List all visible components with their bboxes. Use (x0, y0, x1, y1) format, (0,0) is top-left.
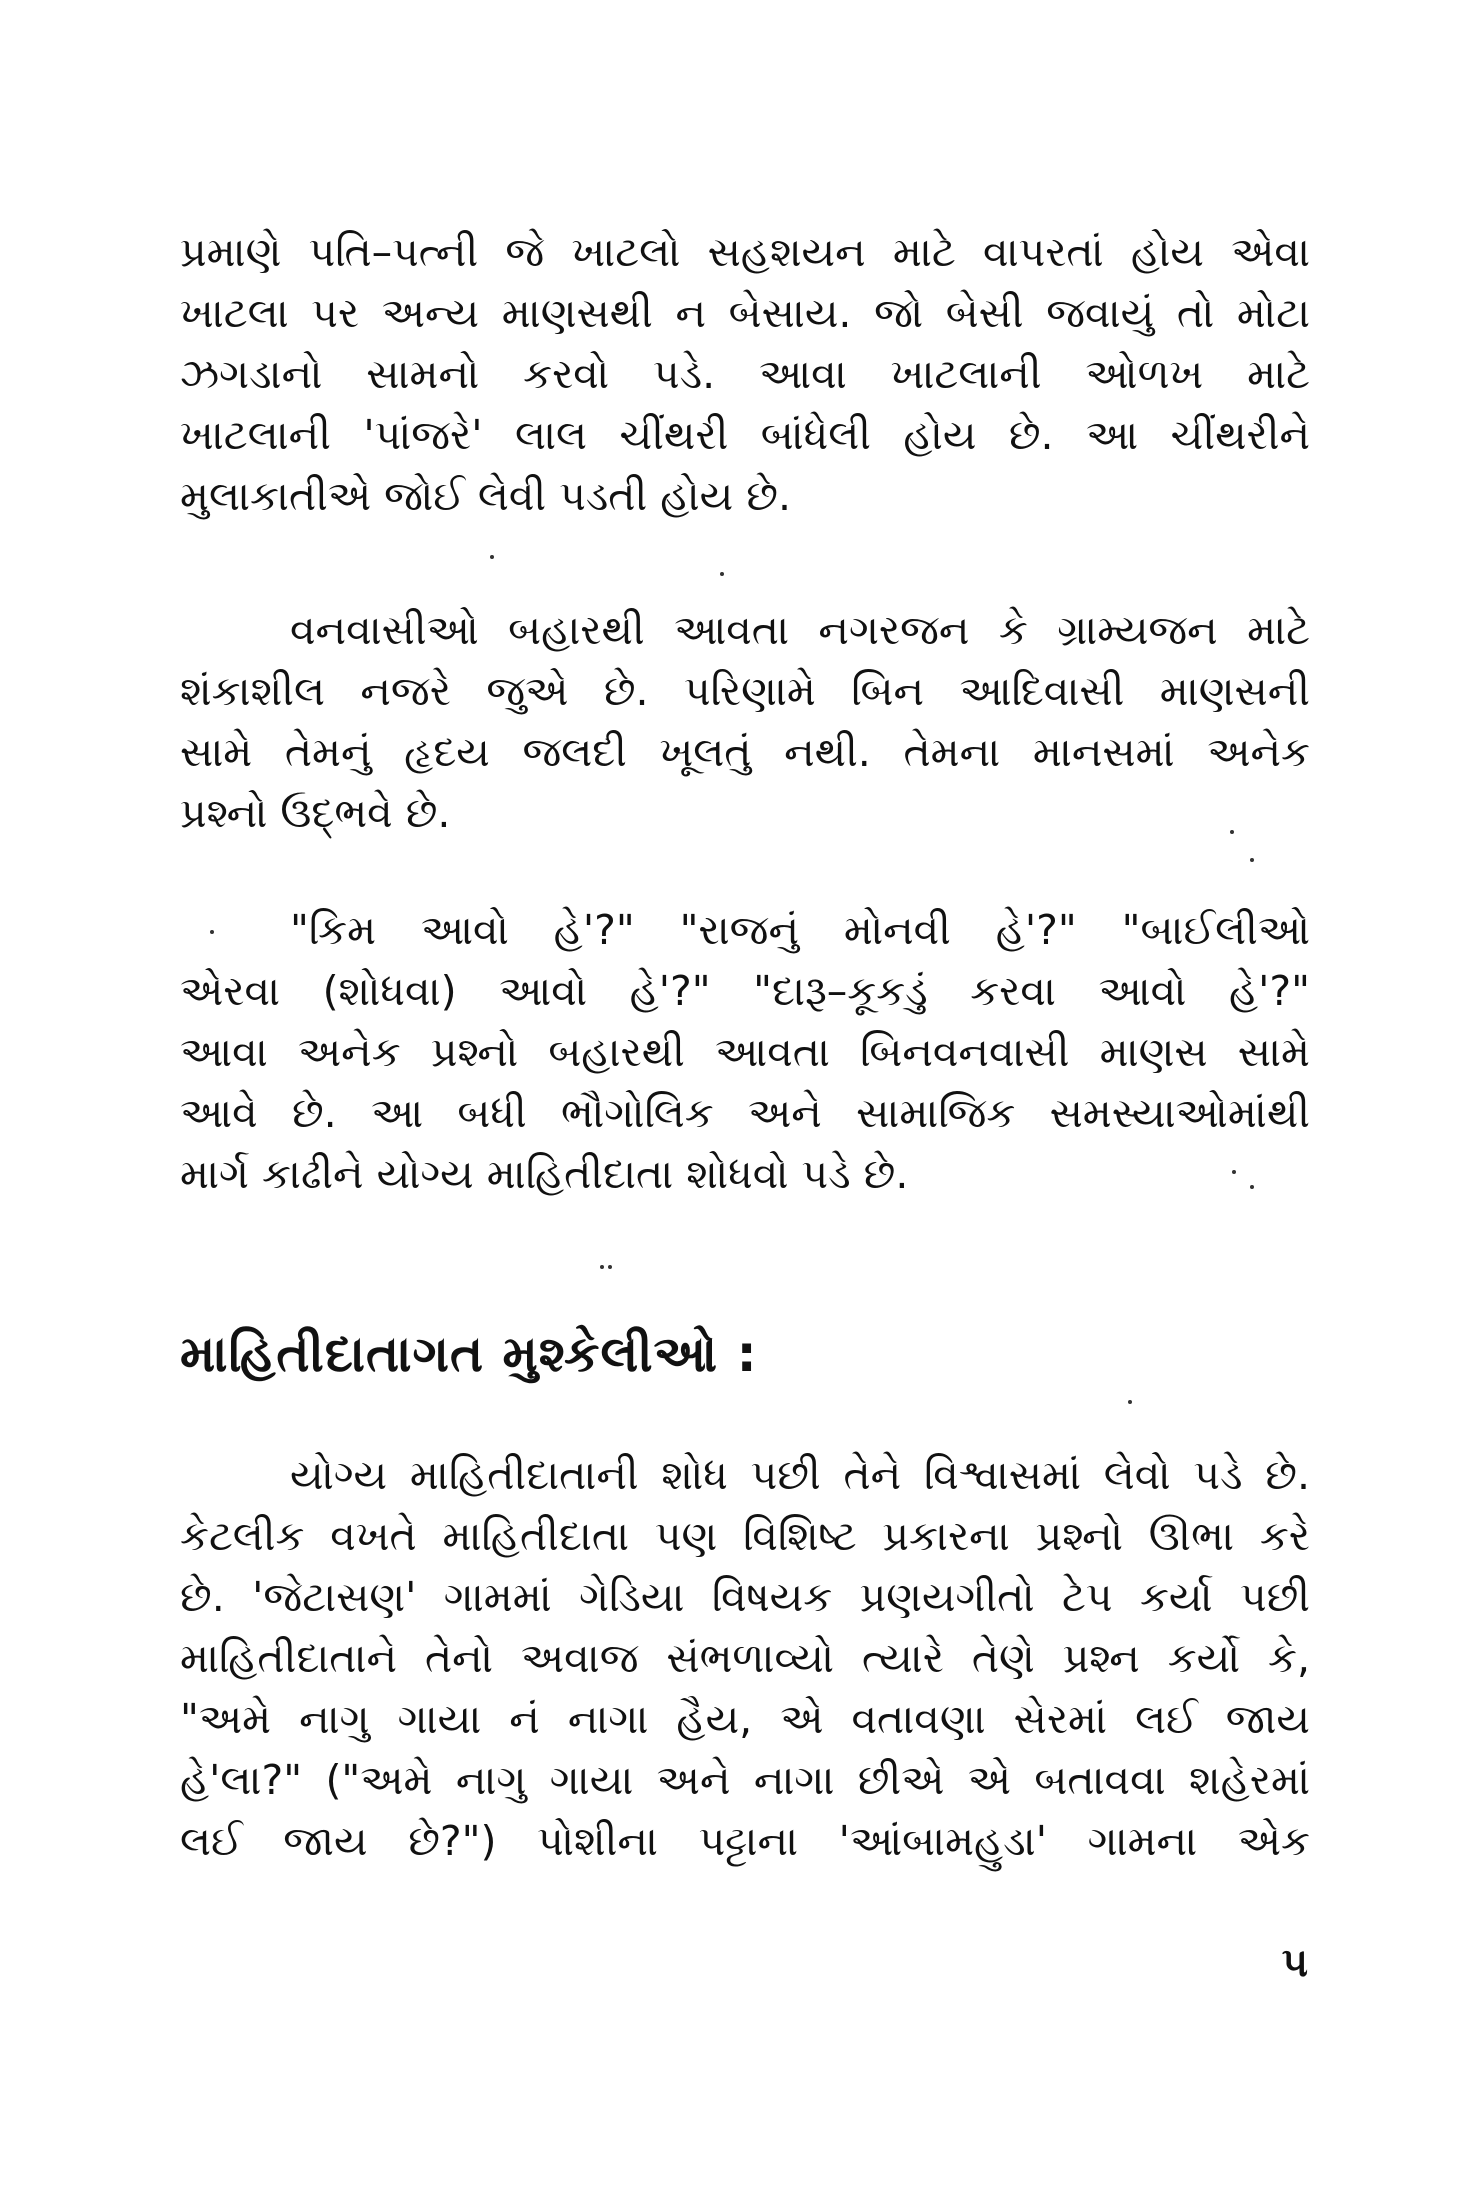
text-line: માહિતીદાતાને તેનો અવાજ સંભળાવ્યો ત્યારે તેણે પ્રશ્ન કર્યો કે, (180, 1634, 1310, 1682)
text-line: ઝગડાનો સામનો કરવો પડે. આવા ખાટલાની ઓળખ માટે (180, 350, 1310, 398)
text-line: યોગ્ય માહિતીદાતાની શોધ પછી તેને વિશ્વાસમાં લેવો પડે છે. (290, 1451, 1310, 1499)
text-line: સામે તેમનું હૃદય જલદી ખૂલતું નથી. તેમના માનસમાં અનેક (180, 728, 1310, 776)
scan-speck (1250, 1185, 1254, 1189)
text-line: શંકાશીલ નજરે જુએ છે. પરિણામે બિન આદિવાસી માણસની (180, 667, 1310, 715)
text-line: માર્ગ કાઢીને યોગ્ય માહિતીદાતા શોધવો પડે છે. (180, 1150, 909, 1198)
text-line: છે. 'જેટાસણ' ગામમાં ગેડિયા વિષયક પ્રણયગીતો ટેપ કર્યા પછી (180, 1573, 1310, 1621)
paragraph-4 (180, 1445, 1310, 1872)
text-line: ખાટલાની 'પાંજરે' લાલ ચીંથરી બાંધેલી હોય છે. આ ચીંથરીને (180, 411, 1310, 459)
text-line: આવા અનેક પ્રશ્નો બહારથી આવતા બિનવનવાસી માણસ સામે (180, 1028, 1310, 1076)
text-line: હે'લા?" ("અમે નાગુ ગાયા અને નાગા છીએ એ બતાવવા શહેરમાં (180, 1756, 1310, 1804)
scan-speck (600, 1265, 604, 1269)
text-line: "અમે નાગુ ગાયા નં નાગા હૈય, એ વતાવણા સેરમાં લઈ જાય (180, 1695, 1310, 1743)
text-line: ખાટલા પર અન્ય માણસથી ન બેસાય. જો બેસી જવાયું તો મોટા (180, 289, 1310, 337)
scan-speck (210, 930, 214, 934)
text-line: આવે છે. આ બધી ભૌગોલિક અને સામાજિક સમસ્યાઓમાંથી (180, 1089, 1310, 1137)
text-line: મુલાકાતીએ જોઈ લેવી પડતી હોય છે. (180, 472, 791, 520)
text-line: એરવા (શોધવા) આવો હે'?" "દારૂ–કૂકડું કરવા આવો હે'?" (180, 967, 1310, 1015)
scan-speck (720, 572, 724, 576)
text-line: "કિમ આવો હે'?" "રાજનું મોનવી હે'?" "બાઈલીઓ (290, 906, 1310, 954)
scan-speck (490, 555, 494, 559)
scan-speck (608, 1265, 612, 1269)
paragraph-2 (180, 600, 1310, 844)
text-line: લઈ જાય છે?") પોશીના પટ્ટાના 'આંબામહુડા' ગામના એક (180, 1817, 1310, 1865)
page-number: ૫ (1281, 1940, 1308, 1986)
text-line: પ્રશ્નો ઉદ્ભવે છે. (180, 789, 451, 837)
text-line: કેટલીક વખતે માહિતીદાતા પણ વિશિષ્ટ પ્રકારના પ્રશ્નો ઊભા કરે (180, 1512, 1310, 1560)
scan-speck (1230, 830, 1234, 834)
paragraph-1 (180, 222, 1310, 527)
scan-speck (1250, 858, 1254, 862)
text-line: પ્રમાણે પતિ–પત્ની જે ખાટલો સહશયન માટે વાપરતાં હોય એવા (180, 228, 1310, 276)
paragraph-3 (180, 900, 1310, 1205)
section-heading: માહિતીદાતાગત મુશ્કેલીઓ : (180, 1325, 758, 1383)
scan-speck (1128, 1400, 1132, 1404)
scan-speck (1232, 1170, 1236, 1174)
text-line: વનવાસીઓ બહારથી આવતા નગરજન કે ગ્રામ્યજન માટે (290, 606, 1310, 654)
